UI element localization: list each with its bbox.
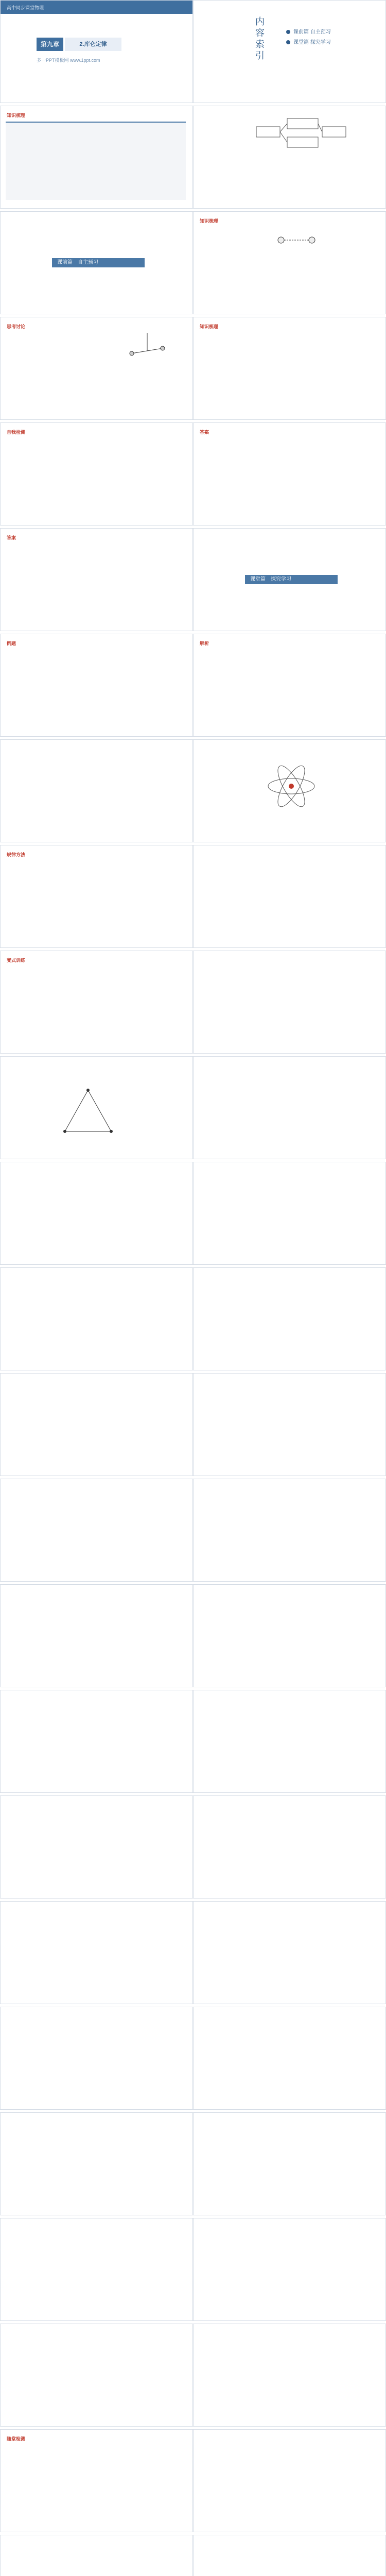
self-test-label: 自我检测 (7, 430, 26, 435)
example-slide-17 (0, 1795, 193, 1899)
example-label: 例题 (7, 641, 16, 646)
course-tag: 高中同步课堂物理 (7, 5, 44, 10)
example-slide-4 (193, 739, 386, 842)
example-slide-24 (193, 2112, 386, 2215)
example-slide-23 (0, 2112, 193, 2215)
tip-label: 规律方法 (7, 852, 26, 857)
watermark-line: 多一PPT模板网 www.1ppt.com (37, 58, 100, 63)
concept-map (255, 116, 348, 152)
example-slide-27 (0, 2324, 193, 2427)
explore-section-slide (193, 528, 386, 631)
knowledge-slide-2 (193, 317, 386, 420)
example-slide-15 (0, 1690, 193, 1793)
example-slide-21 (0, 2007, 193, 2110)
menu-slide (193, 0, 386, 103)
bullet-icon (286, 30, 290, 34)
knowledge-label: 知识梳理 (200, 324, 219, 329)
example-slide-7 (0, 1267, 193, 1370)
triangle-slide-1 (0, 1056, 193, 1159)
text-panel (6, 122, 186, 200)
knowledge-label: 知识梳理 (7, 113, 26, 118)
example-slide-9 (0, 1373, 193, 1476)
practice-label: 随堂检测 (7, 2436, 26, 2442)
example-slide-8 (193, 1267, 386, 1370)
menu-item-self-study[interactable]: 课前篇 自主预习 (286, 27, 331, 35)
triangle-slide-2 (193, 1056, 386, 1159)
lesson-title: 2.库仑定律 (65, 38, 121, 51)
bullet-icon (286, 40, 290, 44)
self-test-slide-2 (193, 422, 386, 526)
torsion-balance-slide (0, 317, 193, 420)
menu-item-explore[interactable]: 课堂篇 探究学习 (286, 38, 331, 45)
example-slide-1 (0, 634, 193, 737)
example-slide-5 (0, 1162, 193, 1265)
answer-label: 答案 (7, 535, 16, 540)
atom-figure (266, 760, 317, 812)
example-slide-12 (193, 1479, 386, 1582)
knowledge-label: 知识梳理 (200, 218, 219, 224)
example-slide-3 (0, 739, 193, 842)
self-test-slide-3 (0, 528, 193, 631)
torsion-balance-figure (129, 333, 165, 374)
example-slide-22 (193, 2007, 386, 2110)
practice-slide-4 (193, 2535, 386, 2576)
analysis-label: 解析 (200, 641, 209, 646)
explore-ribbon: 课堂篇 探究学习 (245, 575, 338, 584)
chapter-badge: 第九章 (37, 38, 63, 51)
example-slide-20 (193, 1901, 386, 2004)
example-slide-11 (0, 1479, 193, 1582)
example-slide-14 (193, 1584, 386, 1687)
example-slide-19 (0, 1901, 193, 2004)
example-slide-28 (193, 2324, 386, 2427)
self-study-ribbon: 课前篇 自主预习 (52, 258, 145, 267)
example-slide-10 (193, 1373, 386, 1476)
example-slide-18 (193, 1795, 386, 1899)
objectives-slide (0, 106, 193, 209)
example-slide-26 (193, 2218, 386, 2321)
rule-slide-1 (0, 845, 193, 948)
practice-slide-3 (0, 2535, 193, 2576)
answer-label: 答案 (200, 430, 209, 435)
rule-slide-2 (193, 845, 386, 948)
example-slide-13 (0, 1584, 193, 1687)
cover-header (1, 1, 192, 14)
example-slide-16 (193, 1690, 386, 1793)
think-label: 思考讨论 (7, 324, 26, 329)
triangle-figure (62, 1088, 114, 1134)
charge-pair-figure (276, 232, 317, 248)
concept-map-slide (193, 106, 386, 209)
self-study-section-slide (0, 211, 193, 314)
example-slide-2 (193, 634, 386, 737)
example-slide-6 (193, 1162, 386, 1265)
cover-slide (0, 0, 193, 103)
menu-title: 内容索引 (255, 16, 265, 61)
practice-slide-1 (0, 2429, 193, 2532)
example-slide-25 (0, 2218, 193, 2321)
practice-slide-2 (193, 2429, 386, 2532)
self-test-slide-1 (0, 422, 193, 526)
knowledge-slide-1 (193, 211, 386, 314)
transfer-label: 变式训练 (7, 958, 26, 963)
transfer-slide-1 (0, 951, 193, 1054)
transfer-slide-2 (193, 951, 386, 1054)
